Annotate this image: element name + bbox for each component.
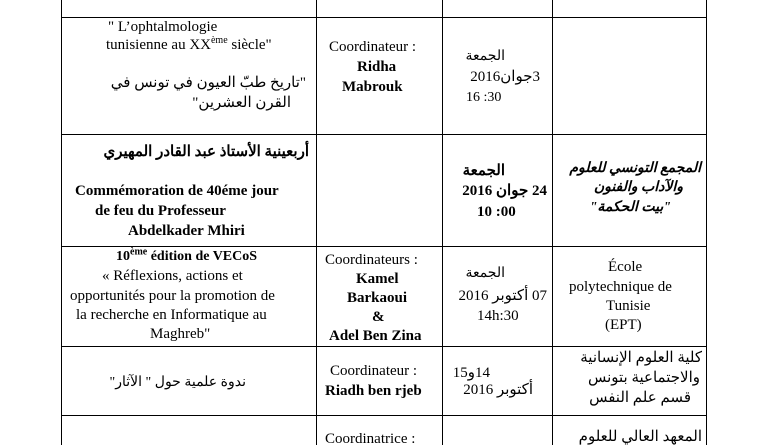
row-divider-2 xyxy=(61,246,707,247)
event-title-fr: Abdelkader Mhiri xyxy=(128,223,245,239)
event-title-fr: de feu du Professeur xyxy=(95,203,226,219)
event-title-fr-text: édition de VECoS xyxy=(147,249,258,264)
coordinator-name: Kamel xyxy=(356,271,399,287)
table-border-right xyxy=(706,0,707,445)
venue-name: المجمع التونسي للعلوم xyxy=(569,161,701,176)
event-title-fr: « Réflexions, actions et xyxy=(102,268,243,284)
venue-name: والآداب والفنون xyxy=(593,180,683,195)
venue-name: "بيت الحكمة" xyxy=(589,200,671,215)
row-divider-4 xyxy=(61,415,707,416)
event-date: الجمعة xyxy=(465,49,505,64)
event-title-ar: أربعينية الأستاذ عبد القادر المهيري xyxy=(103,144,309,160)
event-title-fr: la recherche en Informatique au xyxy=(76,307,267,323)
coordinator-role: Coordinateur : xyxy=(329,39,417,55)
venue-name: قسم علم النفس xyxy=(589,390,691,406)
event-date: 24 جوان 2016 xyxy=(462,183,547,199)
coordinator-role: Coordinatrice : xyxy=(325,431,416,447)
event-title-fr: opportunités pour la promotion de xyxy=(70,288,275,304)
event-time: 14h:30 xyxy=(477,308,519,324)
column-divider-1 xyxy=(316,0,317,445)
event-date: الجمعة xyxy=(465,266,505,281)
coordinator-name: Barkaoui xyxy=(347,290,408,306)
coordinator-amp: & xyxy=(372,309,385,325)
superscript: ème xyxy=(130,246,148,258)
event-date: أكتوبر 2016 xyxy=(463,382,533,398)
superscript: ème xyxy=(210,35,228,46)
venue-name: polytechnique de xyxy=(569,279,672,295)
event-title-fr-text: siècle" xyxy=(227,37,272,53)
event-title-fr xyxy=(116,246,258,264)
event-date: الجمعة xyxy=(462,163,505,179)
event-title-ar: "تاريخ طبّ العيون في تونس في xyxy=(110,75,306,91)
event-title-fr-text: tunisienne au XX xyxy=(106,37,211,53)
event-title-fr: Commémoration de 40éme jour xyxy=(75,183,279,199)
event-title-fr: Maghreb" xyxy=(150,326,211,342)
event-time: 16 :30 xyxy=(466,90,502,105)
venue-name: Tunisie xyxy=(606,298,651,314)
row-divider-3 xyxy=(61,346,707,347)
coordinator-name: Mabrouk xyxy=(342,79,403,95)
column-divider-3 xyxy=(552,0,553,445)
event-title-fr-text: 10 xyxy=(116,249,130,264)
venue-name: والاجتماعية بتونس xyxy=(587,370,700,386)
row-divider-1 xyxy=(61,134,707,135)
coordinator-name: Ridha xyxy=(357,59,397,75)
venue-name: École xyxy=(608,259,643,275)
event-time: 10 :00 xyxy=(477,204,516,220)
venue-name: (EPT) xyxy=(605,317,642,333)
coordinator-role: Coordinateur : xyxy=(330,363,418,379)
event-date: 3جوان2016 xyxy=(470,69,540,85)
event-title-fr xyxy=(106,35,272,53)
coordinator-name: Adel Ben Zina xyxy=(329,328,422,344)
event-title-ar: ندوة علمية حول " الآثار" xyxy=(109,375,246,390)
coordinator-name: Riadh ben rjeb xyxy=(325,383,422,399)
coordinator-role: Coordinateurs : xyxy=(325,252,418,268)
event-date: 14و15 xyxy=(452,365,490,381)
event-title-fr: " L’ophtalmologie xyxy=(108,19,218,35)
venue-name: المعهد العالي للعلوم xyxy=(578,429,702,445)
event-date: 07 أكتوبر 2016 xyxy=(458,288,547,304)
row-divider-top xyxy=(61,17,707,18)
column-divider-2 xyxy=(442,0,443,445)
venue-name: كلية العلوم الإنسانية xyxy=(580,350,702,366)
event-title-ar: القرن العشرين" xyxy=(192,95,291,111)
table-border-left xyxy=(61,0,62,445)
